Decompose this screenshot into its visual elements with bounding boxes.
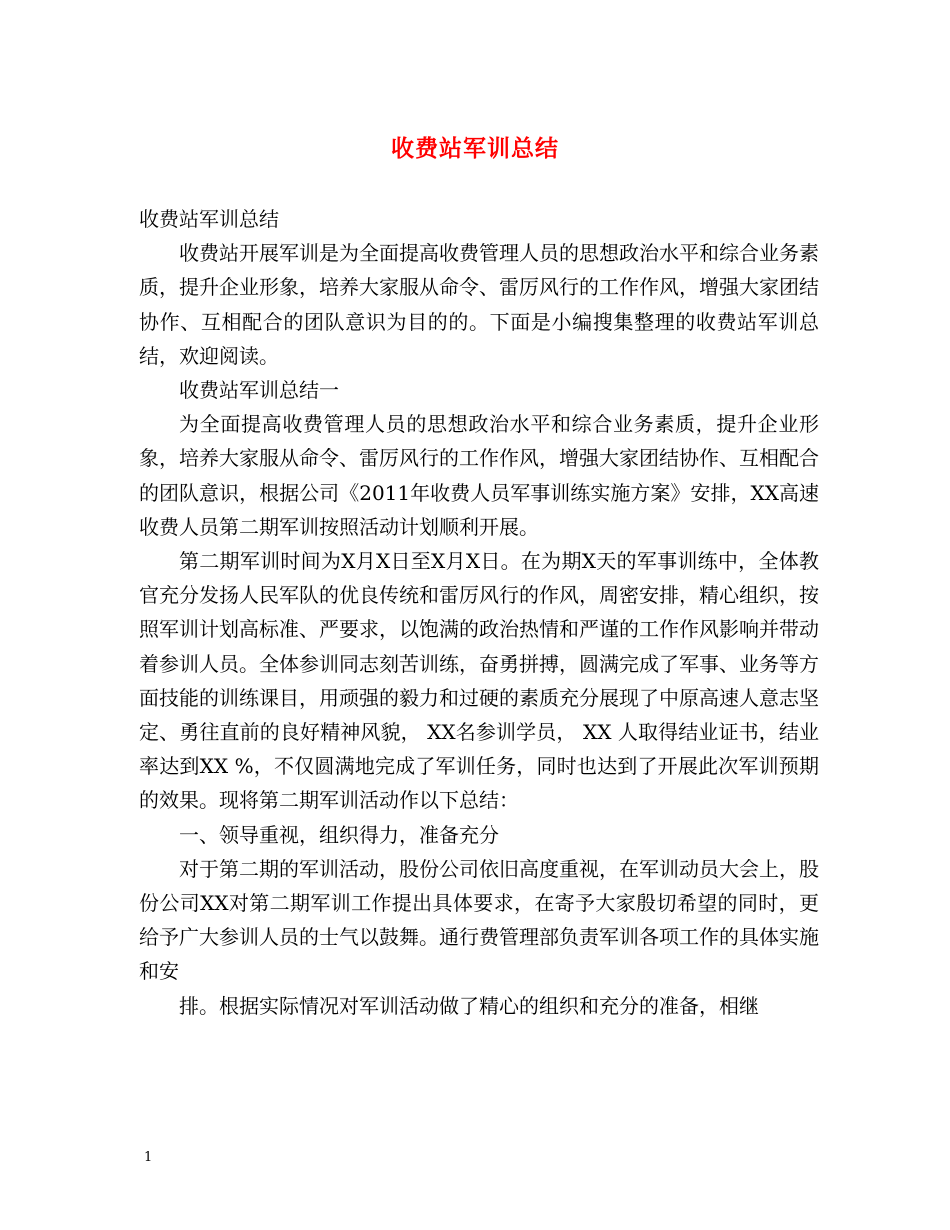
paragraph: 为全面提高收费管理人员的思想政治水平和综合业务素质，提升企业形象，培养大家服从命令、雷厉风行的工作作风，增强大家团结协作、互相配合的团队意识，根据公司《2011年收费人员军事训练实施方案》安排，XX高速收费人员第二期军训按照活动计划顺利开展。 xyxy=(139,412,819,539)
section-heading: 收费站军训总结一 xyxy=(179,378,339,403)
document-title: 收费站军训总结 xyxy=(391,135,559,162)
paragraph: 收费站开展军训是为全面提高收费管理人员的思想政治水平和综合业务素质，提升企业形象，培养大家服从命令、雷厉风行的工作作风，增强大家团结协作、互相配合的团队意识为目的的。下面是小编搜集整理的收费站军训总结，欢迎阅读。 xyxy=(139,241,819,368)
document-body xyxy=(139,202,819,1023)
paragraph: 第二期军训时间为X月X日至X月X日。在为期X天的军事训练中，全体教官充分发扬人民军队的优良传统和雷厉风行的作风，周密安排，精心组织，按照军训计划高标准、严要求，以饱满的政治热情和严谨的工作作风影响并带动着参训人员。全体参训同志刻苦训练，奋勇拼搏，圆满完成了军事、业务等方面技能的训练课目，用顽强的毅力和过硬的素质充分展现了中原高速人意志坚定、勇往直前的良好精神风貌， XX名参训学员， XX 人取得结业证书，结业率达到XX %，不仅圆满地完成了军训任务，同时也达到了开展此次军训预期的效果。现将第二期军训活动作以下总结： xyxy=(139,549,819,813)
paragraph: 对于第二期的军训活动，股份公司依旧高度重视，在军训动员大会上，股份公司XX对第二期军训工作提出具体要求，在寄予大家殷切希望的同时，更给予广大参训人员的士气以鼓舞。通行费管理部负责军训各项工作的具体实施和安 xyxy=(139,856,819,984)
page-number: 1 xyxy=(144,1150,153,1165)
paragraph: 排。根据实际情况对军训活动做了精心的组织和充分的准备，相继 xyxy=(179,993,759,1018)
section-heading: 一、领导重视，组织得力，准备充分 xyxy=(179,822,499,847)
paragraph: 收费站军训总结 xyxy=(139,207,279,231)
